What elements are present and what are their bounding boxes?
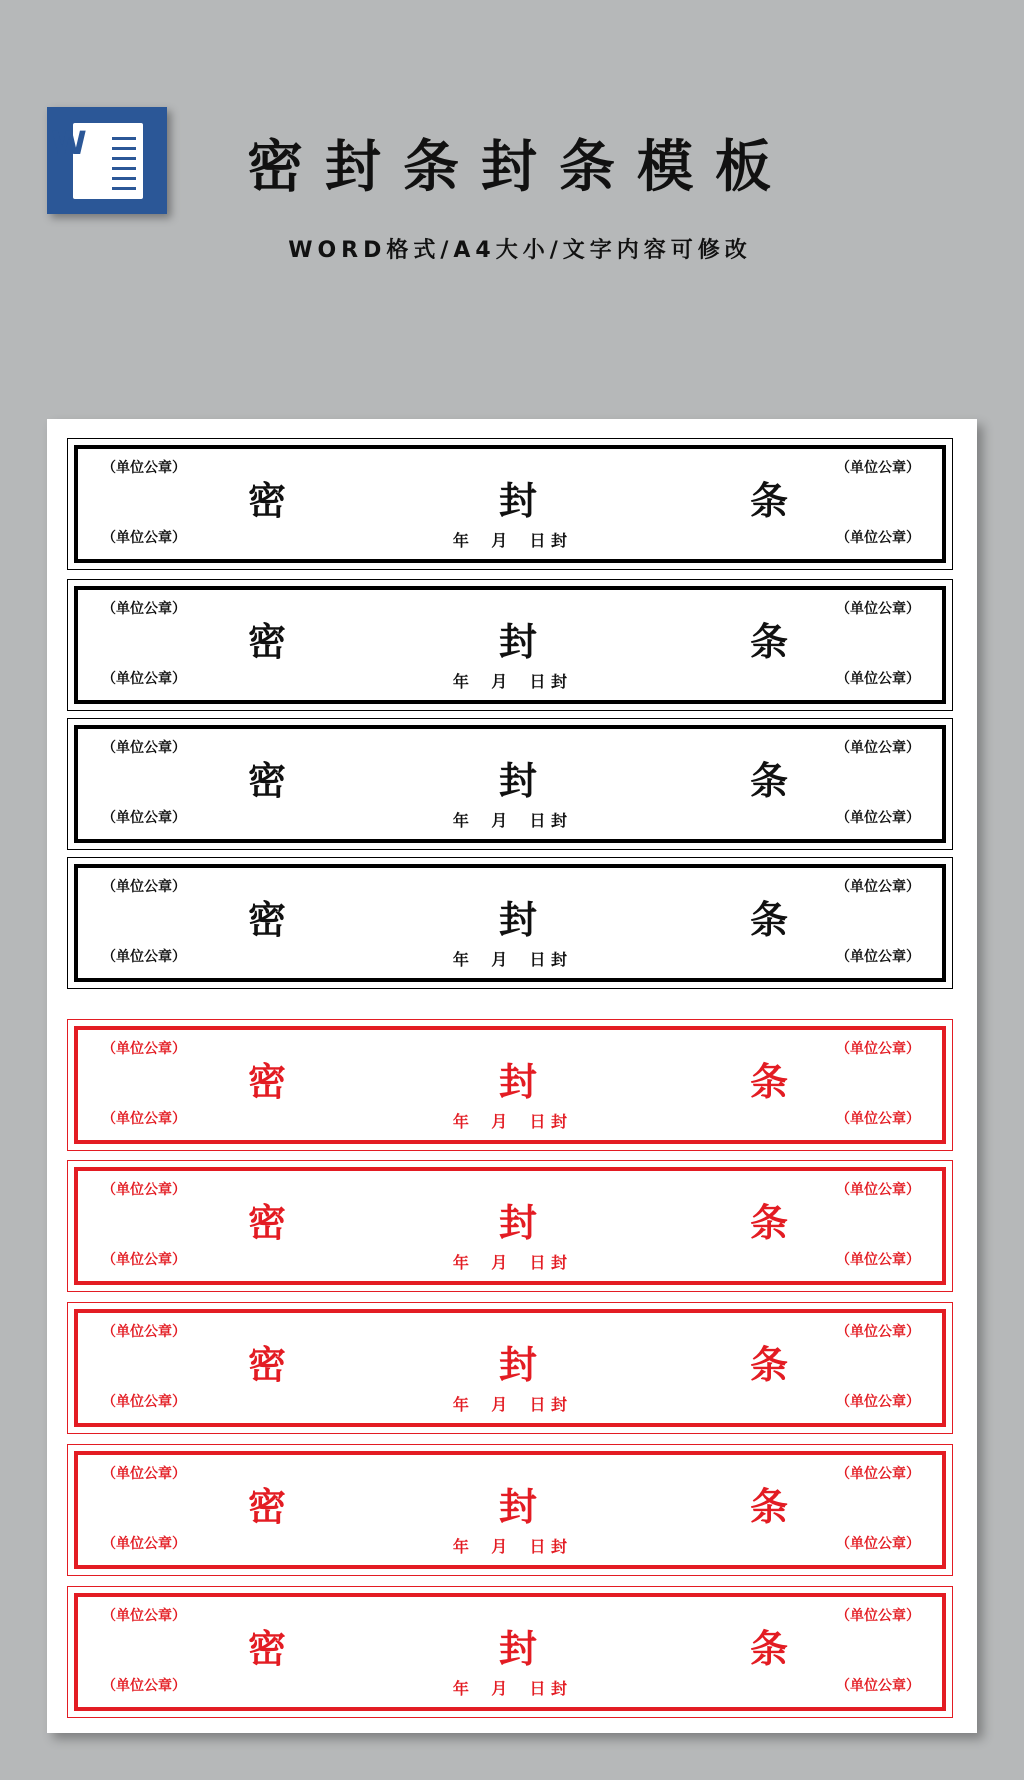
- unit-seal-label: （单位公章）: [102, 879, 186, 895]
- seal-char-mi: 密: [248, 897, 287, 942]
- seal-char-tiao: 条: [750, 619, 789, 664]
- seal-char-tiao: 条: [750, 1342, 789, 1387]
- seal-strip-red: [67, 1019, 953, 1151]
- unit-seal-label: （单位公章）: [102, 1536, 186, 1552]
- word-icon: [47, 107, 167, 214]
- seal-char-tiao: 条: [750, 758, 789, 803]
- unit-seal-label: （单位公章）: [836, 1678, 920, 1694]
- page-subtitle: WORD格式/A4大小/文字内容可修改: [288, 238, 752, 263]
- seal-char-tiao: 条: [750, 1059, 789, 1104]
- unit-seal-label: （单位公章）: [836, 460, 920, 476]
- seal-char-tiao: 条: [750, 897, 789, 942]
- unit-seal-label: （单位公章）: [836, 740, 920, 756]
- seal-char-feng: 封: [499, 1626, 538, 1671]
- seal-char-feng: 封: [499, 758, 538, 803]
- seal-strip-black: [67, 438, 953, 570]
- seal-strip-red: [67, 1586, 953, 1718]
- seal-date-line: 年 月 日 封: [452, 1112, 568, 1131]
- seal-char-mi: 密: [248, 1626, 287, 1671]
- seal-char-feng: 封: [499, 1059, 538, 1104]
- seal-char-feng: 封: [499, 619, 538, 664]
- seal-strip-black: [67, 579, 953, 711]
- unit-seal-label: （单位公章）: [102, 1466, 186, 1482]
- seal-strip-black: [67, 857, 953, 989]
- seal-date-line: 年 月 日 封: [452, 531, 568, 550]
- unit-seal-label: （单位公章）: [102, 1678, 186, 1694]
- seal-date-line: 年 月 日 封: [452, 1395, 568, 1414]
- unit-seal-label: （单位公章）: [836, 671, 920, 687]
- unit-seal-label: （单位公章）: [836, 530, 920, 546]
- seal-date-line: 年 月 日 封: [452, 1253, 568, 1272]
- unit-seal-label: （单位公章）: [836, 1466, 920, 1482]
- seal-date-line: 年 月 日 封: [452, 672, 568, 691]
- unit-seal-label: （单位公章）: [836, 1324, 920, 1340]
- seal-char-feng: 封: [499, 478, 538, 523]
- unit-seal-label: （单位公章）: [836, 601, 920, 617]
- unit-seal-label: （单位公章）: [836, 879, 920, 895]
- unit-seal-label: （单位公章）: [102, 460, 186, 476]
- unit-seal-label: （单位公章）: [836, 1111, 920, 1127]
- seal-char-mi: 密: [248, 1342, 287, 1387]
- seal-char-mi: 密: [248, 1059, 287, 1104]
- unit-seal-label: （单位公章）: [102, 1608, 186, 1624]
- unit-seal-label: （单位公章）: [102, 1394, 186, 1410]
- seal-char-feng: 封: [499, 897, 538, 942]
- unit-seal-label: （单位公章）: [102, 671, 186, 687]
- unit-seal-label: （单位公章）: [102, 810, 186, 826]
- seal-char-mi: 密: [248, 1200, 287, 1245]
- seal-char-mi: 密: [248, 758, 287, 803]
- seal-char-mi: 密: [248, 478, 287, 523]
- unit-seal-label: （单位公章）: [836, 1182, 920, 1198]
- seal-char-tiao: 条: [750, 1484, 789, 1529]
- unit-seal-label: （单位公章）: [102, 1182, 186, 1198]
- template-sheet: [47, 419, 977, 1733]
- seal-strip-red: [67, 1302, 953, 1434]
- seal-strip-black: [67, 718, 953, 850]
- seal-char-feng: 封: [499, 1484, 538, 1529]
- unit-seal-label: （单位公章）: [836, 949, 920, 965]
- seal-char-tiao: 条: [750, 1200, 789, 1245]
- unit-seal-label: （单位公章）: [102, 1041, 186, 1057]
- unit-seal-label: （单位公章）: [102, 601, 186, 617]
- page-title: 密封条封条模板: [247, 135, 793, 200]
- seal-char-mi: 密: [248, 1484, 287, 1529]
- unit-seal-label: （单位公章）: [102, 1252, 186, 1268]
- unit-seal-label: （单位公章）: [102, 949, 186, 965]
- unit-seal-label: （单位公章）: [836, 1041, 920, 1057]
- seal-date-line: 年 月 日 封: [452, 1679, 568, 1698]
- unit-seal-label: （单位公章）: [836, 810, 920, 826]
- unit-seal-label: （单位公章）: [836, 1252, 920, 1268]
- seal-strip-red: [67, 1160, 953, 1292]
- seal-char-feng: 封: [499, 1200, 538, 1245]
- seal-char-mi: 密: [248, 619, 287, 664]
- seal-date-line: 年 月 日 封: [452, 1537, 568, 1556]
- unit-seal-label: （单位公章）: [102, 530, 186, 546]
- unit-seal-label: （单位公章）: [102, 1324, 186, 1340]
- unit-seal-label: （单位公章）: [836, 1394, 920, 1410]
- seal-date-line: 年 月 日 封: [452, 950, 568, 969]
- seal-date-line: 年 月 日 封: [452, 811, 568, 830]
- seal-char-feng: 封: [499, 1342, 538, 1387]
- word-letter: W: [51, 124, 87, 162]
- seal-char-tiao: 条: [750, 478, 789, 523]
- unit-seal-label: （单位公章）: [102, 740, 186, 756]
- unit-seal-label: （单位公章）: [836, 1536, 920, 1552]
- unit-seal-label: （单位公章）: [102, 1111, 186, 1127]
- seal-char-tiao: 条: [750, 1626, 789, 1671]
- unit-seal-label: （单位公章）: [836, 1608, 920, 1624]
- seal-strip-red: [67, 1444, 953, 1576]
